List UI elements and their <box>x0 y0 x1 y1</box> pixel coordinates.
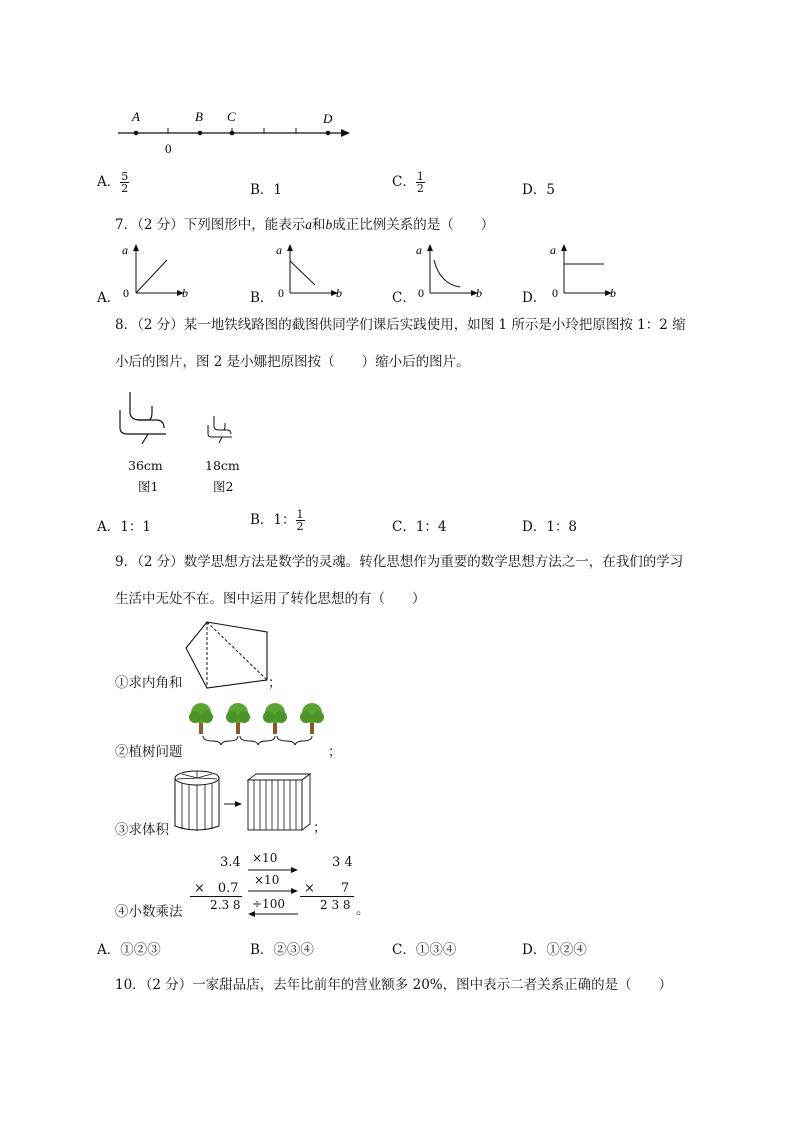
point-a-label: A <box>132 109 140 124</box>
q7-graph-a <box>118 238 198 300</box>
q10-stem: 10．（2 分）一家甜品店，去年比前年的营业额多 20%，图中表示二者关系正确的是（ ） <box>115 977 673 993</box>
q7-graph-c <box>412 238 492 300</box>
calc-left-bot: 2.3 8 <box>210 898 241 912</box>
calc-right-top: 3 4 <box>332 855 353 870</box>
q7-option-b[interactable]: B． <box>250 290 274 306</box>
q8-option-a[interactable]: A．1：1 <box>97 519 151 535</box>
q9-option-a[interactable]: A．①②③ <box>97 942 161 958</box>
svg-text:a: a <box>276 243 282 257</box>
q8-option-d[interactable]: D．1：8 <box>522 519 578 535</box>
point-d-label: D <box>323 111 333 126</box>
zero-label: 0 <box>165 141 172 156</box>
svg-text:a: a <box>550 243 556 257</box>
q8-fig1-caption: 图1 <box>138 479 159 494</box>
q9-item2-semicolon: ； <box>328 744 342 760</box>
q9-item3-label: ③求体积 <box>115 822 169 838</box>
trees-figure <box>183 700 333 750</box>
q8-stem-line1: 8．（2 分）某一地铁线路图的截图供同学们课后实践使用，如图 1 所示是小玲把原图按 1：2 缩 <box>115 317 686 333</box>
q7-option-a[interactable]: A． <box>97 290 121 306</box>
q7-option-d[interactable]: D． <box>522 290 547 306</box>
calc-left-top: 3.4 <box>220 855 241 870</box>
q8-option-b[interactable]: B．1： $\frac{1}{2}$ <box>250 508 304 533</box>
point-c-label: C <box>227 109 236 124</box>
q8-figure1-subway-map <box>112 388 172 448</box>
q6-option-c[interactable]: C． $\frac{1}{2}$ <box>392 170 424 195</box>
q8-option-c[interactable]: C．1：4 <box>392 519 447 535</box>
point-b-label: B <box>195 109 203 124</box>
q9-option-b[interactable]: B．②③④ <box>250 942 314 958</box>
q7-option-c[interactable]: C． <box>392 290 416 306</box>
q9-item2-label: ②植树问题 <box>115 744 183 760</box>
svg-text:0: 0 <box>123 286 129 300</box>
q9-stem-line1: 9．（2 分）数学思想方法是数学的灵魂。转化思想作为重要的数学思想方法之一，在我们的学习 <box>115 554 684 570</box>
q8-stem-line2: 小后的图片，图 2 是小娜把原图按（ ）缩小后的图片。 <box>115 354 470 370</box>
q9-stem-line2: 生活中无处不在。图中运用了转化思想的有（ ） <box>115 591 426 607</box>
q9-item3-semicolon: ； <box>313 820 327 836</box>
svg-text:0: 0 <box>552 286 558 300</box>
number-line-figure <box>110 105 360 160</box>
q9-item4-label: ④小数乘法 <box>115 904 183 920</box>
svg-text:b: b <box>336 286 342 300</box>
pentagon-figure <box>180 618 280 693</box>
calc-right-mid: × 7 <box>304 881 350 896</box>
q7-stem: 7．（2 分）下列图形中，能表示a和b成正比例关系的是（ ） <box>115 217 495 233</box>
svg-text:0: 0 <box>418 286 424 300</box>
q6-option-d[interactable]: D．5 <box>522 182 555 198</box>
calc-right-bot: 2 3 8 <box>320 898 351 912</box>
q9-item1-semicolon: ； <box>268 675 282 691</box>
q9-option-d[interactable]: D．①②④ <box>522 942 587 958</box>
volume-figure <box>172 768 322 836</box>
q6-option-a[interactable]: A． $\frac{5}{2}$ <box>97 170 129 195</box>
q8-figure2-subway-map <box>202 414 242 448</box>
calc-arrow1-label: ×10 <box>252 851 278 865</box>
q9-item1-label: ①求内角和 <box>115 675 183 691</box>
decimal-calc-figure <box>186 851 366 920</box>
svg-text:a: a <box>122 243 128 257</box>
svg-text:a: a <box>416 243 422 257</box>
q8-fig2-caption: 图2 <box>213 479 234 494</box>
svg-text:b: b <box>182 286 188 300</box>
q8-fig2-size: 18cm <box>205 458 240 473</box>
q7-graph-d <box>546 238 626 300</box>
calc-arrow2-label: ×10 <box>254 873 280 887</box>
svg-text:b: b <box>476 286 482 300</box>
q8-fig1-size: 36cm <box>128 458 163 473</box>
q9-item4-period: 。 <box>356 902 370 918</box>
svg-text:0: 0 <box>278 286 284 300</box>
calc-left-mid: × 0.7 <box>194 881 239 896</box>
q7-graph-b <box>272 238 352 300</box>
q6-option-b[interactable]: B．1 <box>250 182 283 198</box>
q9-option-c[interactable]: C．①③④ <box>392 942 457 958</box>
calc-arrow3-label: ÷100 <box>252 897 285 911</box>
svg-text:b: b <box>610 286 616 300</box>
